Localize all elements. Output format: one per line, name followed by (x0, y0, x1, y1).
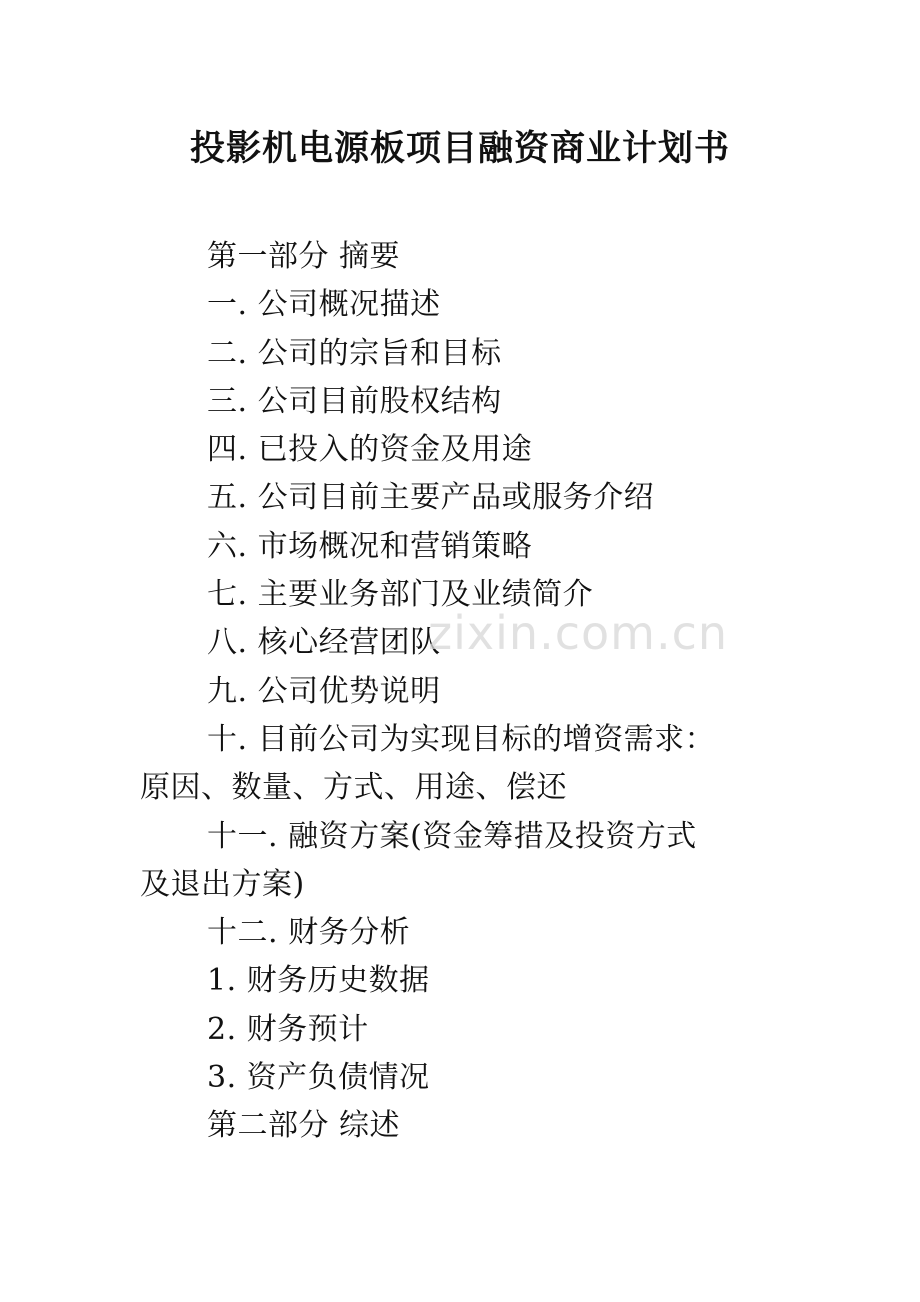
toc-line: 十. 目前公司为实现目标的增资需求： (207, 721, 716, 757)
toc-line: 三. 公司目前股权结构 (207, 383, 502, 419)
toc-line: 四. 已投入的资金及用途 (207, 432, 533, 468)
toc-line: 2. 财务预计 (207, 1011, 369, 1047)
toc-line: 九. 公司优势说明 (207, 673, 441, 709)
toc-line: 3. 资产负债情况 (207, 1060, 430, 1096)
toc-line: 原因、数量、方式、用途、偿还 (140, 770, 567, 806)
toc-line: 五. 公司目前主要产品或服务介绍 (207, 480, 655, 516)
toc-line: 六. 市场概况和营销策略 (207, 528, 533, 564)
toc-line: 八. 核心经营团队 (207, 625, 441, 661)
toc-line: 十二. 财务分析 (207, 915, 411, 951)
toc-line: 1. 财务历史数据 (207, 963, 430, 999)
watermark-text: zixin.com.cn (428, 606, 729, 660)
toc-line: 第一部分 摘要 (207, 239, 401, 274)
toc-line: 第二部分 综述 (207, 1108, 401, 1144)
toc-line: 七. 主要业务部门及业绩简介 (207, 577, 594, 613)
table-of-contents (140, 233, 790, 1151)
document-title: 投影机电源板项目融资商业计划书 (189, 128, 730, 169)
toc-line: 一. 公司概况描述 (207, 287, 441, 323)
toc-line: 及退出方案) (140, 866, 305, 902)
toc-line: 十一. 融资方案(资金筹措及投资方式 (207, 818, 697, 854)
toc-line: 二. 公司的宗旨和目标 (207, 335, 502, 371)
